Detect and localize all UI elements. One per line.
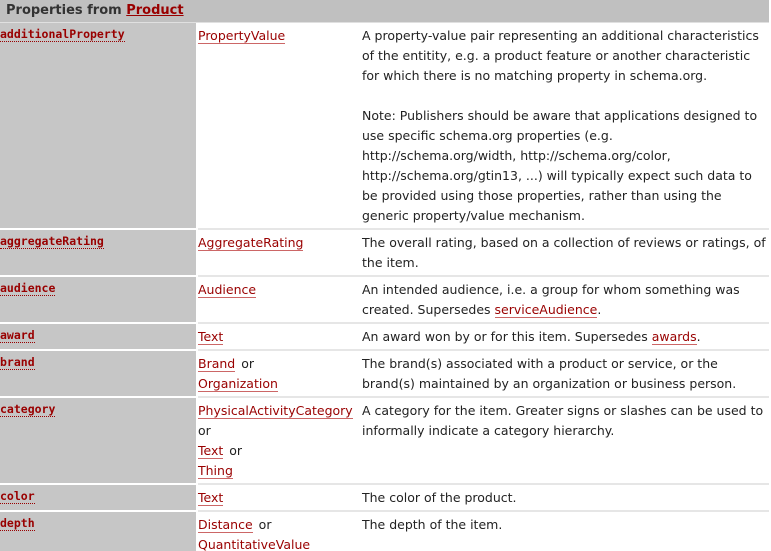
table-row: [0, 324, 769, 351]
table-row: [0, 485, 769, 512]
or-separator: or: [258, 517, 272, 532]
property-description-cell: [362, 512, 769, 551]
description-end: .: [696, 329, 701, 344]
type-link[interactable]: Thing: [198, 463, 233, 478]
description-text: The brand(s) associated with a product or service, or the brand(s) maintained by an organization or business person.: [362, 356, 737, 391]
section-type-link[interactable]: Product: [126, 3, 184, 18]
property-name-cell: [0, 351, 198, 398]
property-link-additionalProperty[interactable]: additionalProperty: [0, 27, 125, 41]
description-body: An intended audience, i.e. a group for whom something was created. Supersedes: [362, 282, 740, 317]
property-type-cell: [198, 230, 362, 277]
property-link-audience[interactable]: audience: [0, 281, 56, 295]
property-link-color[interactable]: color: [0, 489, 35, 503]
type-link[interactable]: PropertyValue: [198, 28, 286, 43]
description-end: .: [597, 302, 602, 317]
property-type-cell: [198, 351, 362, 398]
table-row: [0, 230, 769, 277]
property-type-cell: [198, 485, 362, 512]
property-link-aggregateRating[interactable]: aggregateRating: [0, 234, 104, 248]
type-link[interactable]: Organization: [198, 376, 278, 391]
type-link[interactable]: AggregateRating: [198, 235, 304, 250]
superseded-property-link[interactable]: awards: [651, 329, 697, 344]
property-name-cell: [0, 398, 198, 485]
property-type-cell: [198, 398, 362, 485]
type-link[interactable]: Text: [198, 443, 224, 458]
property-name-cell: [0, 230, 198, 277]
description-text: A property-value pair representing an additional characteristics of the entitity, e.g. a product feature or another characteristic for which there is no matching property in schema.org.: [362, 28, 759, 83]
property-description-cell: [362, 23, 769, 230]
property-link-category[interactable]: category: [0, 402, 56, 416]
property-type-cell: [198, 324, 362, 351]
or-separator: or: [198, 423, 211, 438]
or-separator: or: [229, 443, 243, 458]
type-link[interactable]: Brand: [198, 356, 236, 371]
type-link[interactable]: PhysicalActivityCategory: [198, 403, 353, 418]
property-name-cell: [0, 23, 198, 230]
superseded-property-link[interactable]: serviceAudience: [494, 302, 598, 317]
property-type-cell: [198, 512, 362, 551]
type-link[interactable]: Text: [198, 329, 224, 344]
description-text: [362, 280, 769, 320]
description-body: An award won by or for this item. Supersedes: [362, 329, 652, 344]
property-type-cell: [198, 277, 362, 324]
section-header: [0, 0, 769, 23]
property-type-cell: [198, 23, 362, 230]
property-name-cell: [0, 512, 198, 551]
description-text: The overall rating, based on a collection of reviews or ratings, of the item.: [362, 235, 766, 270]
type-link[interactable]: Distance: [198, 517, 253, 532]
type-link[interactable]: Audience: [198, 282, 257, 297]
property-link-brand[interactable]: brand: [0, 355, 35, 369]
type-link[interactable]: Text: [198, 490, 224, 505]
description-note: Note: Publishers should be aware that applications designed to use specific schema.org properties (e.g. http://schema.org/width, http://schema.org/color, http://schema.org/gtin13, ...) will typically expect such data to be provided using those properties, rather than using the generic property/value mechanism.: [362, 108, 758, 223]
property-link-award[interactable]: award: [0, 328, 35, 342]
description-text: The depth of the item.: [362, 517, 503, 532]
description-text: A category for the item. Greater signs or slashes can be used to informally indicate a category hierarchy.: [362, 403, 764, 438]
table-row: [0, 512, 769, 551]
description-text: [362, 327, 769, 347]
type-link[interactable]: QuantitativeValue: [198, 537, 311, 551]
property-description-cell: [362, 230, 769, 277]
property-link-depth[interactable]: depth: [0, 516, 35, 530]
table-row: [0, 351, 769, 398]
property-description-cell: [362, 351, 769, 398]
property-description-cell: [362, 398, 769, 485]
property-name-cell: [0, 324, 198, 351]
section-header-prefix: Properties from: [6, 3, 127, 18]
property-description-cell: [362, 324, 769, 351]
table-row: [0, 398, 769, 485]
property-description-cell: [362, 277, 769, 324]
table-row: [0, 277, 769, 324]
description-text: The color of the product.: [362, 490, 517, 505]
table-header-row: [0, 0, 769, 23]
property-description-cell: [362, 485, 769, 512]
or-separator: or: [241, 356, 255, 371]
property-name-cell: [0, 485, 198, 512]
property-name-cell: [0, 277, 198, 324]
table-row: [0, 23, 769, 230]
